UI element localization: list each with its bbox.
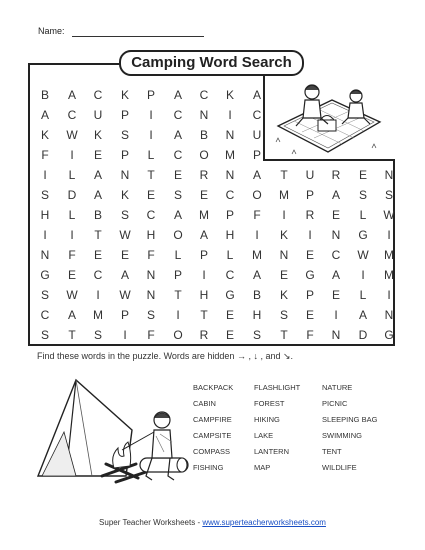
picnic-illustration [272, 78, 386, 160]
grid-letter: P [146, 88, 155, 102]
grid-letter: T [200, 308, 208, 322]
grid-letter: M [252, 248, 262, 262]
grid-letter: I [123, 328, 127, 342]
grid-letter: A [331, 188, 340, 202]
grid-letter: F [41, 148, 49, 162]
grid-letter: I [255, 228, 259, 242]
grid-letter: E [199, 188, 208, 202]
grid-letter: I [70, 228, 74, 242]
word-list-item: CAMPFIRE [193, 415, 232, 424]
grid-letter: A [331, 268, 340, 282]
grid-letter: W [119, 288, 131, 302]
grid-letter: S [40, 288, 49, 302]
grid-letter: W [357, 248, 369, 262]
grid-letter: U [93, 108, 103, 122]
grid-letter: L [359, 288, 367, 302]
grid-letter: A [93, 168, 102, 182]
grid-letter: N [146, 288, 156, 302]
grid-letter: S [146, 308, 155, 322]
grid-letter: L [68, 168, 76, 182]
grid-letter: S [252, 328, 261, 342]
grid-letter: A [199, 228, 208, 242]
grid-letter: G [384, 328, 394, 342]
grid-letter: M [199, 208, 209, 222]
grid-letter: K [225, 88, 234, 102]
grid-letter: W [383, 208, 395, 222]
grid-letter: E [146, 188, 155, 202]
word-list-item: LAKE [254, 431, 274, 440]
word-list-item: WILDLIFE [322, 463, 357, 472]
footer-link[interactable]: www.superteacherworksheets.com [202, 518, 326, 527]
grid-letter: A [67, 308, 76, 322]
grid-letter: R [199, 168, 209, 182]
grid-letter: W [66, 128, 78, 142]
grid-letter: A [93, 188, 102, 202]
grid-letter: M [384, 248, 394, 262]
grid-letter: R [305, 208, 315, 222]
word-list-item: LANTERN [254, 447, 290, 456]
grid-letter: B [199, 128, 208, 142]
grid-letter: P [305, 288, 314, 302]
grid-letter: U [305, 168, 315, 182]
word-list-item: CABIN [193, 399, 216, 408]
footer [0, 518, 425, 527]
grid-letter: A [173, 208, 182, 222]
grid-letter: H [199, 288, 209, 302]
grid-letter: S [40, 328, 49, 342]
worksheet-title: Camping Word Search [119, 50, 304, 76]
grid-letter: E [305, 308, 314, 322]
grid-letter: E [173, 168, 182, 182]
grid-letter: F [147, 328, 155, 342]
grid-letter: A [67, 88, 76, 102]
grid-letter: N [331, 328, 341, 342]
grid-letter: S [120, 128, 129, 142]
grid-letter: N [384, 168, 394, 182]
grid-letter: O [173, 328, 183, 342]
grid-letter: P [173, 268, 182, 282]
grid-letter: I [176, 308, 180, 322]
grid-letter: A [252, 168, 261, 182]
grid-letter: I [202, 268, 206, 282]
grid-letter: E [225, 328, 234, 342]
grid-letter: H [40, 208, 50, 222]
grid-letter: E [331, 288, 340, 302]
grid-letter: F [306, 328, 314, 342]
grid-letter: B [93, 208, 102, 222]
grid-letter: K [279, 288, 288, 302]
word-list-item: FOREST [254, 399, 285, 408]
grid-letter: W [66, 288, 78, 302]
name-field-line[interactable] [72, 36, 204, 37]
grid-letter: H [252, 308, 262, 322]
grid-letter: M [384, 268, 394, 282]
grid-letter: A [173, 88, 182, 102]
grid-letter: S [279, 308, 288, 322]
grid-letter: N [225, 168, 235, 182]
grid-letter: W [119, 228, 131, 242]
instructions-text: Find these words in the puzzle. Words are hidden → , ↓ , and ↘. [37, 351, 294, 361]
grid-letter: U [252, 128, 262, 142]
grid-letter: T [68, 328, 76, 342]
grid-letter: S [173, 188, 182, 202]
grid-letter: E [93, 248, 102, 262]
grid-letter: N [199, 108, 209, 122]
grid-letter: G [225, 288, 235, 302]
grid-letter: P [120, 108, 129, 122]
grid-letter: P [225, 208, 234, 222]
grid-letter: S [120, 208, 129, 222]
grid-letter: T [280, 168, 288, 182]
grid-letter: M [93, 308, 103, 322]
grid-letter: N [279, 248, 289, 262]
grid-letter: P [305, 188, 314, 202]
grid-letter: C [225, 268, 235, 282]
grid-letter: K [279, 228, 288, 242]
grid-letter: F [147, 248, 155, 262]
word-list-item: SWIMMING [322, 431, 362, 440]
grid-letter: C [40, 308, 50, 322]
grid-letter: C [146, 208, 156, 222]
grid-letter: I [334, 308, 338, 322]
grid-letter: C [225, 188, 235, 202]
grid-letter: I [43, 168, 47, 182]
name-label: Name: [38, 26, 65, 36]
grid-letter: M [225, 148, 235, 162]
grid-letter: E [67, 268, 76, 282]
grid-letter: L [174, 248, 182, 262]
grid-letter: I [96, 288, 100, 302]
grid-letter: E [93, 148, 102, 162]
grid-letter: T [174, 288, 182, 302]
grid-letter: F [253, 208, 261, 222]
grid-letter: B [40, 88, 49, 102]
grid-letter: E [279, 268, 288, 282]
grid-letter: S [384, 188, 393, 202]
grid-letter: P [120, 148, 129, 162]
grid-letter: F [68, 248, 76, 262]
grid-letter: N [40, 248, 50, 262]
grid-letter: C [173, 148, 183, 162]
grid-letter: P [199, 248, 208, 262]
grid-letter: I [308, 228, 312, 242]
word-list-item: FISHING [193, 463, 224, 472]
grid-letter: I [361, 268, 365, 282]
grid-letter: N [120, 168, 130, 182]
word-list-item: MAP [254, 463, 271, 472]
word-list-item: PICNIC [322, 399, 348, 408]
grid-letter: A [358, 308, 367, 322]
grid-letter: I [387, 288, 391, 302]
grid-letter: E [225, 308, 234, 322]
grid-letter: R [199, 328, 209, 342]
grid-letter: N [225, 128, 235, 142]
grid-letter: E [120, 248, 129, 262]
grid-letter: O [252, 188, 262, 202]
grid-letter: C [199, 88, 209, 102]
grid-letter: P [120, 308, 129, 322]
grid-letter: T [94, 228, 102, 242]
grid-letter: A [120, 268, 129, 282]
grid-letter: K [40, 128, 49, 142]
grid-letter: G [305, 268, 315, 282]
grid-letter: P [252, 148, 261, 162]
grid-letter: C [93, 88, 103, 102]
grid-letter: D [358, 328, 368, 342]
grid-letter: C [331, 248, 341, 262]
word-list-item: CAMPSITE [193, 431, 232, 440]
grid-letter: C [93, 268, 103, 282]
grid-letter: K [120, 188, 129, 202]
grid-letter: S [40, 188, 49, 202]
grid-letter: O [173, 228, 183, 242]
grid-letter: T [147, 168, 155, 182]
grid-letter: K [93, 128, 102, 142]
grid-letter: N [384, 308, 394, 322]
grid-letter: H [146, 228, 156, 242]
grid-letter: B [252, 288, 261, 302]
word-list-item: NATURE [322, 383, 353, 392]
grid-letter: M [279, 188, 289, 202]
grid-letter: O [199, 148, 209, 162]
grid-letter: A [252, 268, 261, 282]
grid-letter: A [252, 88, 261, 102]
footer-text: Super Teacher Worksheets - [99, 518, 203, 527]
grid-letter: I [228, 108, 232, 122]
grid-letter: I [282, 208, 286, 222]
grid-letter: G [40, 268, 50, 282]
grid-letter: I [149, 108, 153, 122]
word-list-item: BACKPACK [193, 383, 234, 392]
grid-letter: T [280, 328, 288, 342]
grid-letter: I [70, 148, 74, 162]
grid-letter: C [252, 108, 262, 122]
grid-letter: I [43, 228, 47, 242]
grid-letter: S [358, 188, 367, 202]
grid-letter: E [331, 208, 340, 222]
word-list-item: HIKING [254, 415, 280, 424]
grid-letter: A [40, 108, 49, 122]
grid-letter: R [331, 168, 341, 182]
grid-letter: C [67, 108, 77, 122]
grid-letter: E [358, 168, 367, 182]
grid-letter: I [149, 128, 153, 142]
grid-letter: N [146, 268, 156, 282]
grid-letter: N [331, 228, 341, 242]
grid-letter: K [120, 88, 129, 102]
grid-letter: A [173, 128, 182, 142]
grid-letter: L [226, 248, 234, 262]
campfire-illustration [36, 372, 192, 496]
grid-letter: L [359, 208, 367, 222]
grid-letter: D [67, 188, 77, 202]
grid-letter: E [305, 248, 314, 262]
grid-letter: C [173, 108, 183, 122]
word-list-item: FLASHLIGHT [254, 383, 301, 392]
grid-letter: L [147, 148, 155, 162]
grid-letter: S [93, 328, 102, 342]
word-list-item: SLEEPING BAG [322, 415, 378, 424]
word-list-item: TENT [322, 447, 342, 456]
word-list-item: COMPASS [193, 447, 230, 456]
grid-letter: G [358, 228, 368, 242]
grid-letter: I [387, 228, 391, 242]
grid-letter: H [225, 228, 235, 242]
grid-letter: L [68, 208, 76, 222]
